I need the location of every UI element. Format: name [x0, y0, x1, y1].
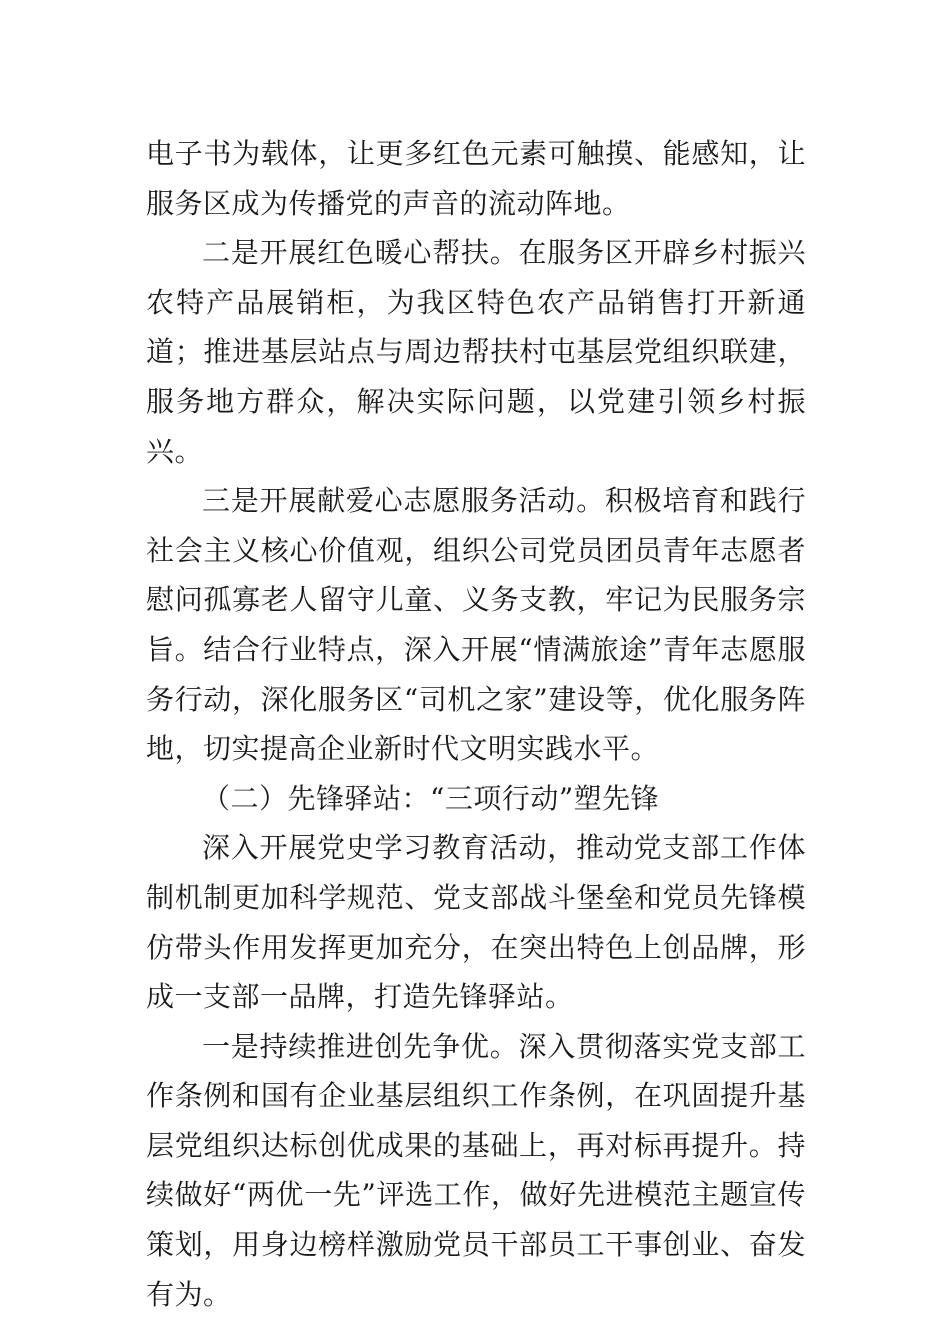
paragraph-continuation: 电子书为载体，让更多红色元素可触摸、能感知，让服务区成为传播党的声音的流动阵地。	[146, 137, 806, 220]
paragraph-red-assistance: 二是开展红色暖心帮扶。在服务区开辟乡村振兴农特产品展销柜，为我区特色农产品销售打开新通道；推进基层站点与周边帮扶村屯基层党组织联建，服务地方群众，解决实际问题，以党建引领乡村振兴。	[146, 236, 806, 468]
paragraph-excellence-competition: 一是持续推进创先争优。深入贯彻落实党支部工作条例和国有企业基层组织工作条例，在巩固提升基层党组织达标创优成果的基础上，再对标再提升。持续做好“两优一先”评选工作，做好先进模范主题宣传策划，用身边榜样激励党员干部员工干事创业、奋发有为。	[146, 1029, 806, 1311]
paragraph-party-history-education: 深入开展党史学习教育活动，推动党支部工作体制机制更加科学规范、党支部战斗堡垒和党员先锋模仿带头作用发挥更加充分，在突出特色上创品牌，形成一支部一品牌，打造先锋驿站。	[146, 831, 806, 1014]
section-heading-pioneer-station: （二）先锋驿站：“三项行动”塑先锋	[202, 781, 660, 815]
paragraph-volunteer-service: 三是开展献爱心志愿服务活动。积极培育和践行社会主义核心价值观，组织公司党员团员青年志愿者慰问孤寡老人留守儿童、义务支教，牢记为民服务宗旨。结合行业特点，深入开展“情满旅途”青年志愿服务行动，深化服务区“司机之家”建设等，优化服务阵地，切实提高企业新时代文明实践水平。	[146, 484, 806, 766]
document-body	[146, 129, 806, 1319]
